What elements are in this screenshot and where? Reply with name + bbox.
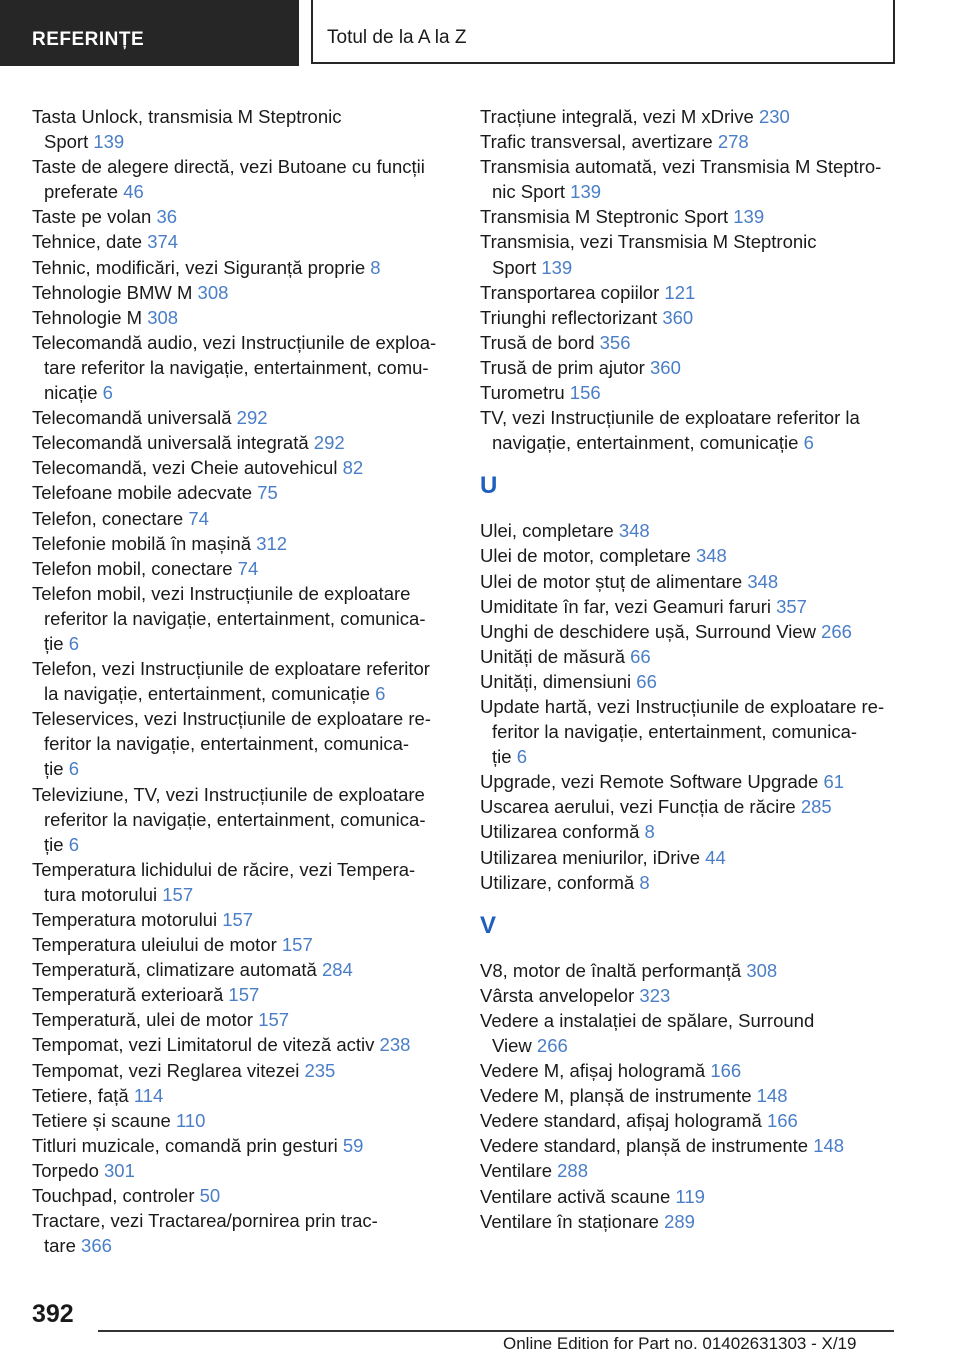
index-entry-page-link[interactable]: 157: [162, 883, 194, 905]
index-entry-text: Telefonie mobilă în mașină: [32, 532, 257, 554]
footer-divider: [98, 1330, 894, 1332]
index-entry-text: Vârsta anvelopelor: [480, 984, 640, 1006]
index-entry-page-link[interactable]: 46: [123, 181, 144, 203]
index-entry-page-link[interactable]: 374: [147, 231, 179, 253]
index-entry: [32, 1032, 452, 1057]
index-entry-text: Tempomat, vezi Reglarea vitezei: [32, 1059, 305, 1081]
index-entry: [480, 1158, 910, 1183]
index-entry: [480, 769, 910, 794]
index-entry-text: Ulei, completare: [480, 520, 619, 542]
index-entry: [32, 982, 452, 1007]
index-entry: [480, 1108, 910, 1133]
index-entry-text: Vedere standard, planșă de instrumente: [480, 1135, 814, 1157]
index-entry-text: Trusă de bord: [480, 331, 600, 353]
index-entry-page-link[interactable]: 139: [733, 206, 765, 228]
index-entry-text: Temperatură exterioară: [32, 984, 229, 1006]
index-entry-text: Telecomandă audio, vezi Instrucțiunile de exploa- tare referitor la navigație, entertainment, comu- nicație: [32, 331, 437, 404]
index-entry-text: Ventilare activă scaune: [480, 1185, 676, 1207]
index-entry: [480, 669, 910, 694]
index-entry-text: Temperatură, ulei de motor: [32, 1009, 259, 1031]
index-entry-text: Televiziune, TV, vezi Instrucțiunile de exploatare referitor la navigație, entertainment, comunica- ție: [32, 783, 426, 855]
index-entry-page-link[interactable]: 59: [342, 1134, 364, 1156]
footer-edition: Online Edition for Part no. 01402631303 - X/19: [503, 1334, 857, 1353]
index-entry-page-link[interactable]: 6: [68, 632, 79, 654]
index-entry-text: Ventilare în staționare: [480, 1210, 665, 1232]
index-entry: [32, 932, 452, 957]
index-entry-text: Telefon mobil, conectare: [32, 557, 238, 579]
chapter-title: Totul de la A la Z: [311, 0, 895, 64]
index-entry-text: Touchpad, controler: [32, 1185, 200, 1207]
index-entry: [480, 305, 910, 330]
index-entry-text: Utilizare, conformă: [480, 871, 640, 893]
index-entry-text: Telecomandă, vezi Cheie autovehicul: [32, 457, 343, 479]
index-entry: [480, 1083, 910, 1108]
index-entry-text: Transportarea copiilor: [480, 281, 665, 303]
index-entry: [480, 983, 910, 1008]
index-entry-page-link[interactable]: 360: [650, 356, 681, 378]
index-entry-page-link[interactable]: 166: [766, 1110, 798, 1132]
index-entry-page-link[interactable]: 50: [199, 1185, 221, 1207]
index-entry-text: Temperatura motorului: [32, 909, 223, 930]
index-entry-page-link[interactable]: 348: [747, 570, 779, 592]
index-entry-text: Tetiere și scaune: [32, 1109, 176, 1131]
index-entry-text: Turometru: [480, 382, 570, 404]
index-group-u: [480, 518, 910, 894]
index-entry-page-link[interactable]: 284: [321, 959, 353, 981]
index-entry-page-link[interactable]: 292: [236, 407, 268, 429]
index-entry: [480, 694, 910, 769]
index-entry: [32, 506, 452, 531]
index-entry-text: Upgrade, vezi Remote Software Upgrade: [480, 771, 824, 793]
index-entry-text: Vedere M, planșă de instrumente: [480, 1085, 757, 1107]
index-entry: [32, 1108, 452, 1133]
index-entry-page-link[interactable]: 308: [746, 959, 778, 981]
index-entry-page-link[interactable]: 366: [81, 1235, 112, 1257]
index-entry-text: TV, vezi Instrucțiunile de exploatare referitor la navigație, entertainment, comunicație: [480, 407, 860, 454]
index-entry: [480, 1184, 910, 1209]
index-entry: [480, 619, 910, 644]
index-entry: [32, 782, 452, 857]
index-entry-page-link[interactable]: 288: [557, 1160, 589, 1182]
index-entry-page-link[interactable]: 348: [695, 545, 727, 567]
index-entry-page-link[interactable]: 156: [569, 382, 601, 404]
index-entry: [480, 958, 910, 983]
index-entry-text: V8, motor de înaltă performanță: [480, 959, 747, 981]
index-entry-page-link[interactable]: 6: [803, 432, 814, 454]
index-entry-text: Uscarea aerului, vezi Funcția de răcire: [480, 796, 801, 818]
index-entry: [480, 819, 910, 844]
index-entry-page-link[interactable]: 110: [175, 1109, 206, 1131]
index-entry-text: Tasta Unlock, transmisia M Steptronic Sport: [32, 106, 342, 153]
index-entry: [480, 405, 910, 455]
index-entry: [480, 543, 910, 568]
index-entry-page-link[interactable]: 121: [664, 281, 696, 303]
index-entry-text: Ulei de motor ștuț de alimentare: [480, 570, 748, 592]
index-entry: [32, 1083, 452, 1108]
index-entry-page-link[interactable]: 348: [618, 520, 650, 542]
index-entry-page-link[interactable]: 139: [541, 256, 573, 278]
section-letter-u: U: [480, 472, 498, 500]
index-entry: [480, 594, 910, 619]
index-entry-text: Utilizarea conformă: [480, 821, 645, 843]
index-entry-page-link[interactable]: 8: [639, 871, 650, 893]
index-entry: [32, 430, 452, 455]
index-entry-page-link[interactable]: 6: [68, 833, 79, 855]
index-entry-page-link[interactable]: 230: [758, 106, 790, 127]
index-entry: [480, 1133, 910, 1158]
index-entry-text: Vedere a instalației de spălare, Surround View: [480, 1009, 815, 1056]
index-entry-page-link[interactable]: 8: [370, 256, 381, 278]
index-entry-text: Temperatură, climatizare automată: [32, 959, 322, 981]
index-entry-page-link[interactable]: 235: [304, 1059, 336, 1081]
index-entry-page-link[interactable]: 44: [705, 846, 726, 868]
index-entry: [480, 129, 910, 154]
index-entry-text: Tehnologie M: [32, 306, 148, 328]
index-entry-page-link[interactable]: 66: [636, 670, 657, 692]
index-entry-text: Unghi de deschidere ușă, Surround View: [480, 620, 822, 642]
index-entry-page-link[interactable]: 148: [813, 1135, 845, 1157]
index-entry-text: Umiditate în far, vezi Geamuri faruri: [480, 595, 777, 617]
index-entry-page-link[interactable]: 157: [222, 909, 254, 930]
index-entry-text: Trafic transversal, avertizare: [480, 131, 718, 153]
index-entry: [32, 104, 452, 154]
index-entry: [480, 569, 910, 594]
index-entry: [32, 405, 452, 430]
index-entry-page-link[interactable]: 8: [644, 821, 655, 843]
index-entry-text: Temperatura uleiului de motor: [32, 934, 282, 956]
index-entry-text: Telefon, conectare: [32, 507, 189, 529]
index-entry: [480, 330, 910, 355]
index-entry: [32, 455, 452, 480]
index-entry-page-link[interactable]: 74: [188, 507, 209, 529]
index-entry-page-link[interactable]: 292: [313, 432, 345, 454]
index-entry: [32, 907, 452, 932]
index-entry: [480, 380, 910, 405]
index-group-v: [480, 958, 910, 1234]
index-entry: [32, 480, 452, 505]
index-entry-page-link[interactable]: 6: [375, 683, 386, 705]
page-header: [0, 0, 960, 66]
index-entry-page-link[interactable]: 323: [639, 984, 671, 1006]
index-entry: [32, 1158, 452, 1183]
index-entry: [480, 104, 910, 129]
index-entry-page-link[interactable]: 36: [156, 206, 178, 228]
index-entry-page-link[interactable]: 139: [93, 131, 125, 153]
index-entry: [480, 845, 910, 870]
index-entry-page-link[interactable]: 357: [776, 595, 807, 617]
index-entry-page-link[interactable]: 61: [823, 771, 845, 793]
index-entry: [480, 518, 910, 543]
index-entry: [32, 1007, 452, 1032]
index-entry: [480, 204, 910, 229]
index-entry-text: Telefoane mobile adecvate: [32, 482, 258, 504]
index-entry-page-link[interactable]: 312: [256, 532, 288, 554]
index-entry-page-link[interactable]: 308: [197, 281, 229, 303]
index-entry-text: Tetiere, față: [32, 1084, 134, 1106]
index-entry-page-link[interactable]: 6: [68, 758, 79, 780]
index-entry: [32, 229, 452, 254]
index-entry-page-link[interactable]: 157: [258, 1009, 290, 1031]
index-entry: [480, 1209, 910, 1234]
index-entry: [32, 280, 452, 305]
index-column-left: [32, 104, 452, 1258]
index-entry: [32, 531, 452, 556]
index-entry-page-link[interactable]: 157: [228, 984, 260, 1006]
index-entry: [32, 305, 452, 330]
index-entry-page-link[interactable]: 139: [570, 181, 602, 203]
index-entry-text: Tempomat, vezi Limitatorul de viteză activ: [32, 1034, 380, 1056]
index-entry-page-link[interactable]: 6: [102, 382, 113, 404]
index-entry-page-link[interactable]: 289: [664, 1210, 695, 1232]
index-entry-text: Teleservices, vezi Instrucțiunile de exploatare re- feritor la navigație, entertainment, comunica- ție: [32, 708, 431, 780]
page-number: 392: [32, 1300, 74, 1328]
index-entry: [480, 229, 910, 279]
index-entry-text: Telecomandă universală: [32, 407, 237, 429]
index-entry-text: Tractare, vezi Tractarea/pornirea prin trac- tare: [32, 1210, 378, 1257]
index-entry: [32, 1208, 452, 1258]
index-entry: [32, 1183, 452, 1208]
index-entry: [480, 1058, 910, 1083]
index-entry-text: Triunghi reflectorizant: [480, 306, 663, 328]
index-entry-text: Ventilare: [480, 1160, 558, 1182]
index-entry: [32, 706, 452, 781]
section-letter-v: V: [480, 911, 497, 939]
index-entry-page-link[interactable]: 356: [599, 331, 631, 353]
index-entry-page-link[interactable]: 114: [133, 1084, 164, 1106]
index-column-right: [480, 104, 910, 1234]
index-entry: [32, 556, 452, 581]
index-entry-page-link[interactable]: 74: [237, 557, 259, 579]
index-entry-text: Vedere M, afișaj hologramă: [480, 1060, 711, 1082]
index-entry-text: Telefon mobil, vezi Instrucțiunile de exploatare referitor la navigație, entertainment, comunica- ție: [32, 582, 426, 654]
index-entry-text: Update hartă, vezi Instrucțiunile de exploatare re- feritor la navigație, entertainment, comunica- ție: [480, 695, 885, 768]
index-entry: [32, 957, 452, 982]
index-entry: [32, 1058, 452, 1083]
index-entry-text: Trusă de prim ajutor: [480, 356, 650, 378]
index-entry: [480, 870, 910, 895]
index-entry-page-link[interactable]: 301: [104, 1159, 135, 1181]
index-entry-page-link[interactable]: 82: [342, 457, 364, 479]
index-entry: [32, 1133, 452, 1158]
index-entry-text: Telefon, vezi Instrucțiunile de exploatare referitor la navigație, entertainment, comunicație: [32, 658, 430, 705]
index-entry-page-link[interactable]: 66: [630, 645, 651, 667]
section-tab: REFERINȚE: [0, 0, 299, 66]
index-entry-text: Tehnic, modificări, vezi Siguranță proprie: [32, 256, 371, 278]
index-entry-page-link[interactable]: 266: [821, 620, 852, 642]
index-entry: [480, 644, 910, 669]
index-entry: [32, 204, 452, 229]
index-entry: [32, 330, 452, 405]
index-entry-text: Tehnologie BMW M: [32, 281, 198, 303]
index-entry-text: Unități de măsură: [480, 645, 631, 667]
index-entry-text: Transmisia automată, vezi Transmisia M Steptro- nic Sport: [480, 156, 882, 203]
index-entry-text: Tehnice, date: [32, 231, 148, 253]
index-entry: [480, 1008, 910, 1058]
index-entry-text: Tracțiune integrală, vezi M xDrive: [480, 106, 759, 127]
index-entry: [480, 280, 910, 305]
index-entry-text: Vedere standard, afișaj hologramă: [480, 1110, 767, 1132]
index-entry: [32, 154, 452, 204]
index-entry-text: Taste pe volan: [32, 206, 157, 228]
index-entry-page-link[interactable]: 308: [147, 306, 179, 328]
index-entry-page-link[interactable]: 360: [662, 306, 694, 328]
index-entry-page-link[interactable]: 148: [756, 1085, 788, 1107]
index-entry: [32, 581, 452, 656]
index-entry-text: Transmisia M Steptronic Sport: [480, 206, 734, 228]
index-entry: [32, 857, 452, 907]
index-entry: [480, 794, 910, 819]
index-entry-text: Telecomandă universală integrată: [32, 432, 314, 454]
index-entry: [480, 355, 910, 380]
index-entry-page-link[interactable]: 238: [379, 1034, 411, 1056]
index-entry-page-link[interactable]: 157: [281, 934, 313, 956]
index-entry-page-link[interactable]: 6: [516, 746, 527, 768]
index-group-t: [480, 104, 910, 455]
index-entry-page-link[interactable]: 166: [710, 1060, 742, 1082]
index-entry-text: Taste de alegere directă, vezi Butoane cu funcții preferate: [32, 156, 425, 203]
index-entry: [480, 154, 910, 204]
index-entry-text: Torpedo: [32, 1159, 104, 1181]
index-entry-page-link[interactable]: 119: [675, 1185, 705, 1207]
index-entry-page-link[interactable]: 278: [717, 131, 749, 153]
index-entry: [32, 255, 452, 280]
index-entry: [32, 656, 452, 706]
index-entry-page-link[interactable]: 75: [257, 482, 278, 504]
index-entry-text: Unități, dimensiuni: [480, 670, 637, 692]
index-entry-text: Transmisia, vezi Transmisia M Steptronic Sport: [480, 231, 817, 278]
index-entry-text: Utilizarea meniurilor, iDrive: [480, 846, 706, 868]
index-entry-page-link[interactable]: 285: [800, 796, 832, 818]
index-entry-text: Ulei de motor, completare: [480, 545, 696, 567]
index-entry-text: Titluri muzicale, comandă prin gesturi: [32, 1134, 343, 1156]
index-entry-text: Temperatura lichidului de răcire, vezi Tempera- tura motorului: [32, 858, 416, 905]
index-entry-page-link[interactable]: 266: [536, 1035, 568, 1056]
